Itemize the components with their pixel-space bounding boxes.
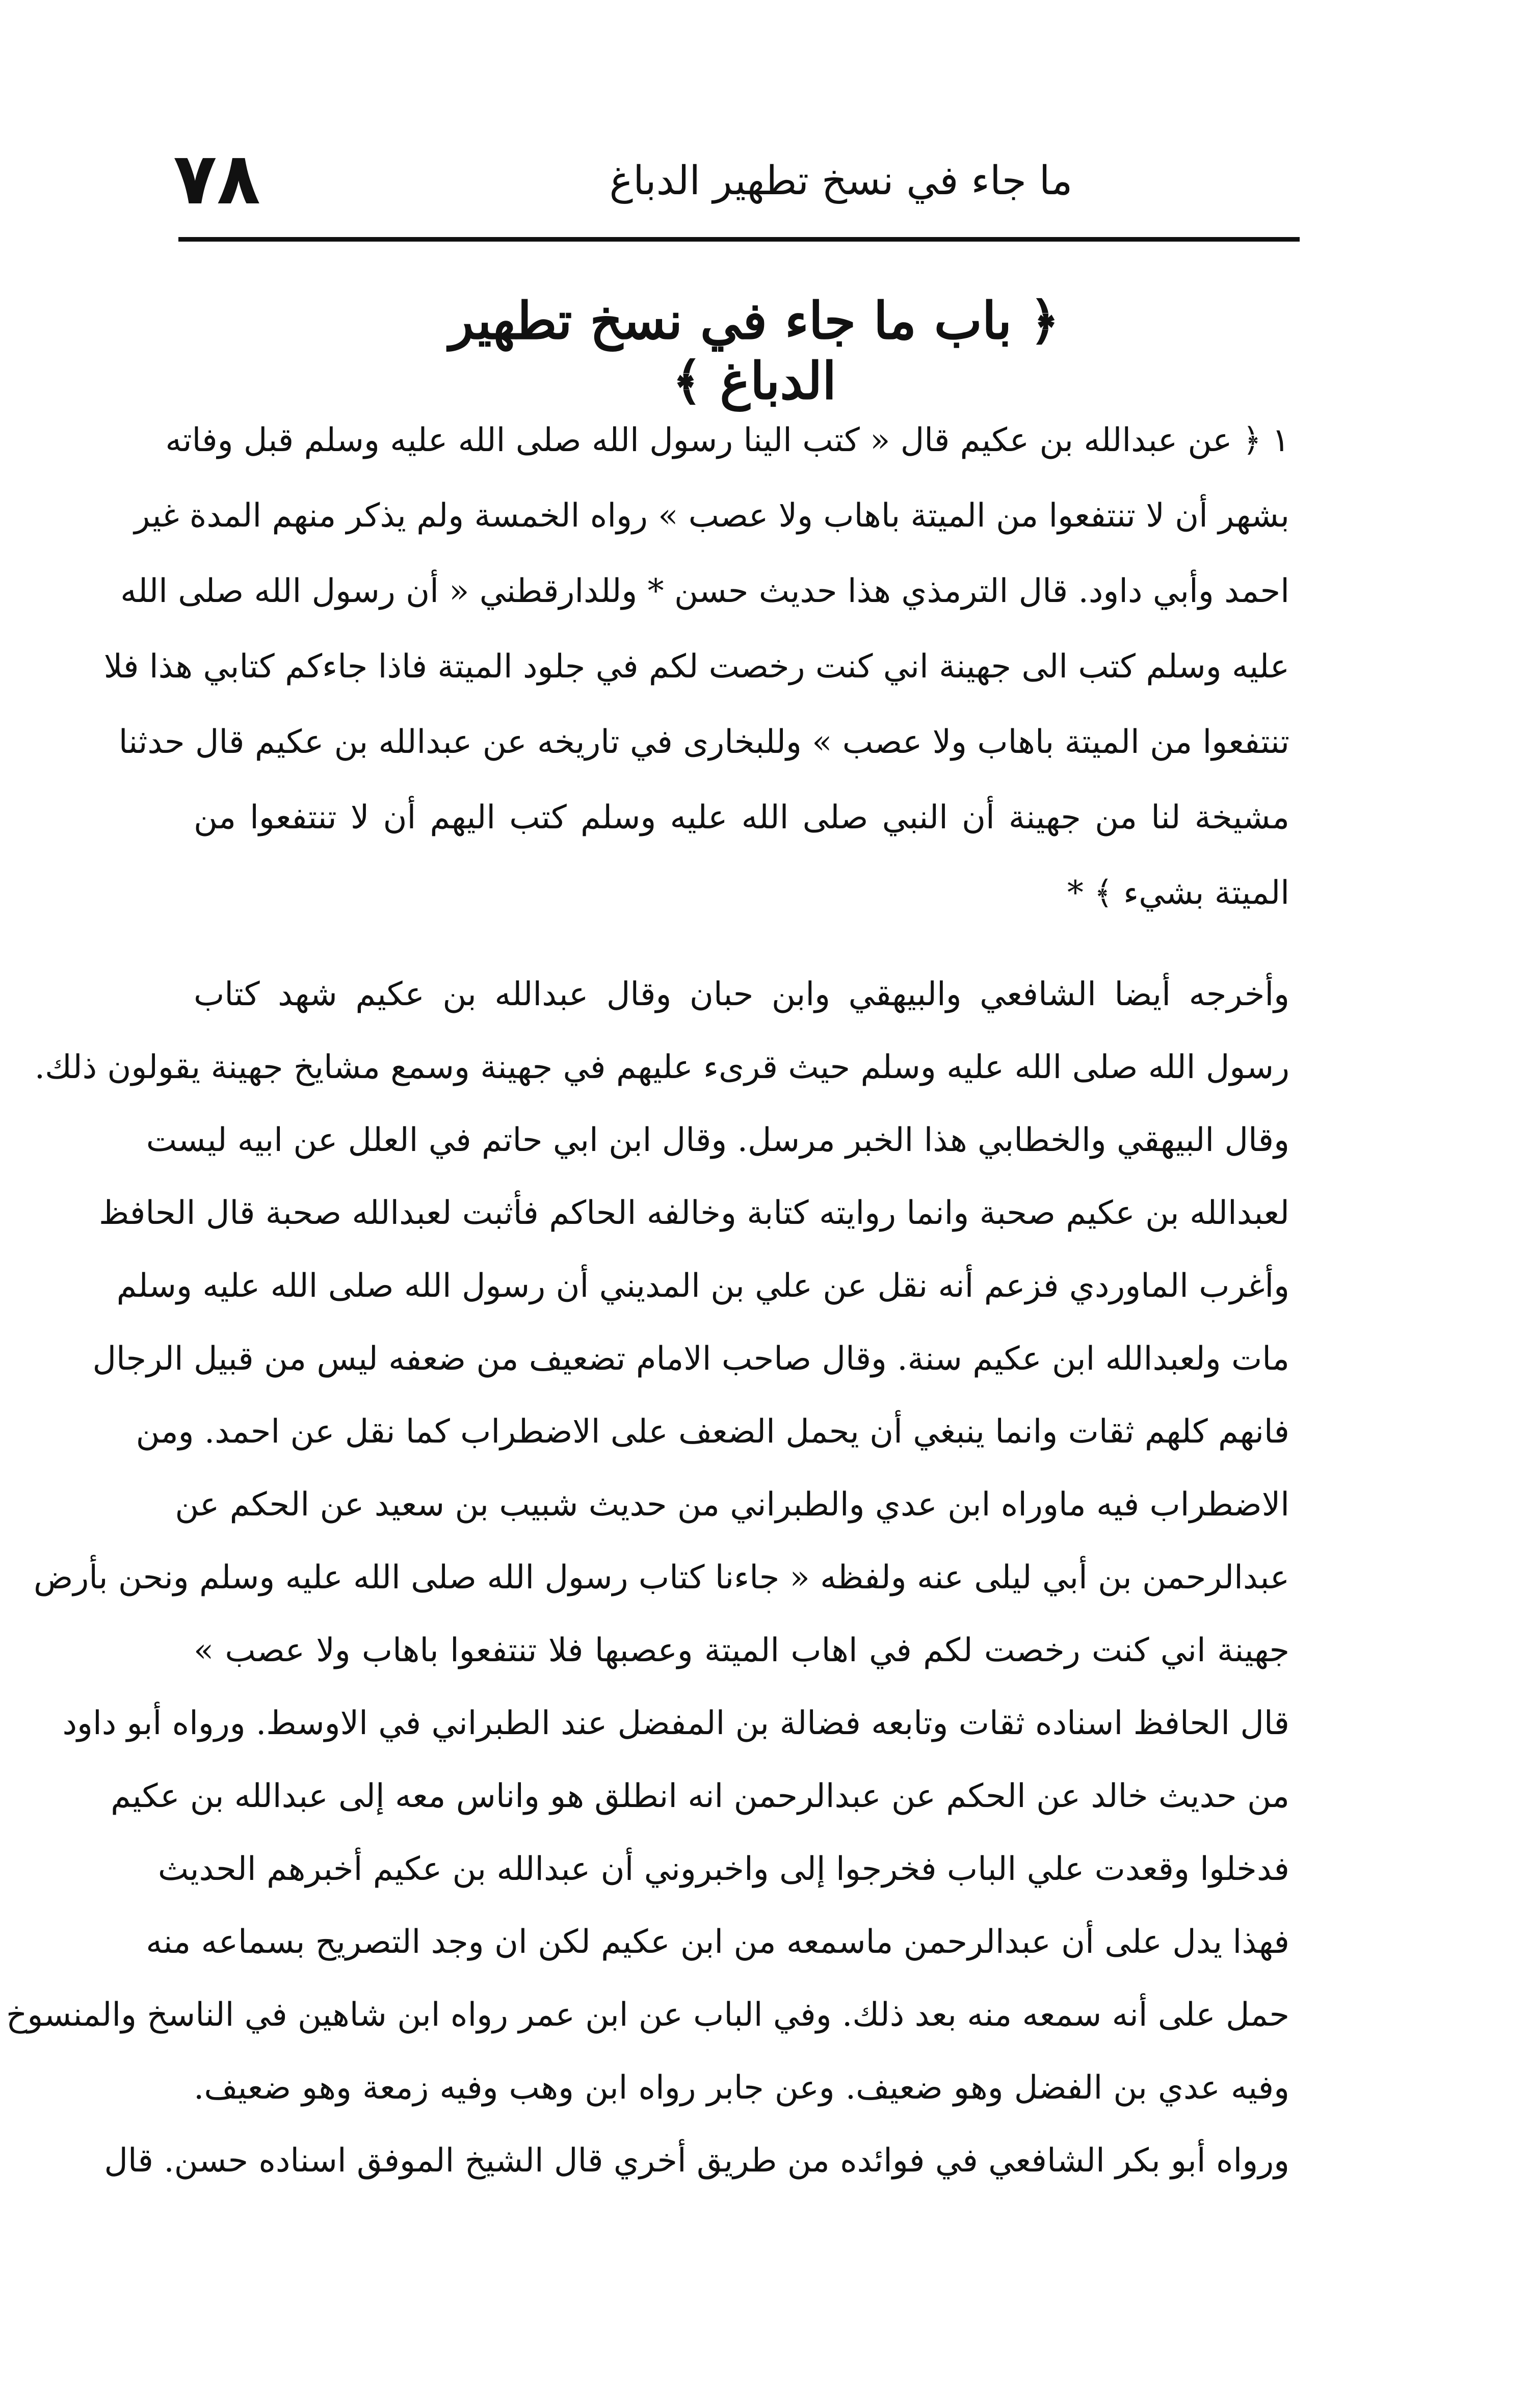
text-line: قال الحافظ اسناده ثقات وتابعه فضالة بن المفضل عند الطبراني في الاوسط. ورواه أبو داود [62,1705,1289,1742]
text-line: عبدالرحمن بن أبي ليلى عنه ولفظه « جاءنا كتاب رسول الله صلى الله عليه وسلم ونحن بأرض [33,1559,1289,1596]
text-line: وأغرب الماوردي فزعم أنه نقل عن علي بن المديني أن رسول الله صلى الله عليه وسلم [116,1267,1289,1305]
page-header [168,138,1295,234]
header-rule [178,237,1300,242]
text-line: فدخلوا وقعدت علي الباب فخرجوا إلى واخبروني أن عبدالله بن عكيم أخبرهم الحديث [157,1850,1289,1888]
text-line: الاضطراب فيه ماوراه ابن عدي والطبراني من حديث شبيب بن سعيد عن الحكم عن [175,1486,1289,1524]
commentary-text [6,958,1289,2197]
text-line: بشهر أن لا تنتفعوا من الميتة باهاب ولا عصب » رواه الخمسة ولم يذكر منهم المدة غير [134,497,1289,535]
hadith-text [103,403,1290,931]
text-line: حمل على أنه سمعه منه بعد ذلك. وفي الباب عن ابن عمر رواه ابن شاهين في الناسخ والمنسوخ [6,1996,1289,2034]
text-line: مات ولعبدالله ابن عكيم سنة. وقال صاحب الامام تضعيف من ضعفه ليس من قبيل الرجال [92,1340,1289,1378]
text-line: رسول الله صلى الله عليه وسلم حيث قرىء عليهم في جهينة وسمع مشايخ جهينة يقولون ذلك. [34,1049,1289,1086]
text-line: الميتة بشيء ﴾ * [1067,874,1289,912]
running-title: ما جاء في نسخ تطهير الدباغ [609,158,1073,204]
text-line: وفيه عدي بن الفضل وهو ضعيف. وعن جابر رواه ابن وهب وفيه زمعة وهو ضعيف. [194,2069,1289,2107]
text-line: وأخرجه أيضا الشافعي والبيهقي وابن حبان وقال عبدالله بن عكيم شهد كتاب [194,976,1289,1013]
page-number: ٧٨ [173,138,260,221]
text-line: ورواه أبو بكر الشافعي في فوائده من طريق أخري قال الشيخ الموفق اسناده حسن. قال [104,2142,1289,2180]
text-line: ١ ﴿ عن عبدالله بن عكيم قال « كتب الينا رسول الله صلى الله عليه وسلم قبل وفاته [165,422,1289,459]
text-line: من حديث خالد عن الحكم عن عبدالرحمن انه انطلق هو واناس معه إلى عبدالله بن عكيم [111,1777,1289,1815]
text-line: لعبدالله بن عكيم صحبة وانما روايته كتابة وخالفه الحاكم فأثبت لعبدالله صحبة قال الحافظ [99,1194,1289,1232]
text-line: وقال البيهقي والخطابي هذا الخبر مرسل. وقال ابن ابي حاتم في العلل عن ابيه ليست [146,1121,1289,1159]
text-line: احمد وأبي داود. قال الترمذي هذا حديث حسن * وللدارقطني « أن رسول الله صلى الله [120,572,1289,610]
text-line: عليه وسلم كتب الى جهينة اني كنت رخصت لكم في جلود الميتة فاذا جاءكم كتابي هذا فلا [103,648,1289,686]
text-line: تنتفعوا من الميتة باهاب ولا عصب » وللبخارى في تاريخه عن عبدالله بن عكيم قال حدثنا [118,723,1289,761]
text-line: مشيخة لنا من جهينة أن النبي صلى الله عليه وسلم كتب اليهم أن لا تنتفعوا من [194,799,1290,836]
chapter-title: ﴿ باب ما جاء في نسخ تطهير الدباغ ﴾ [449,291,1060,411]
text-line: جهينة اني كنت رخصت لكم في اهاب الميتة وعصبها فلا تنتفعوا باهاب ولا عصب » [194,1632,1289,1669]
text-line: فانهم كلهم ثقات وانما ينبغي أن يحمل الضعف على الاضطراب كما نقل عن احمد. ومن [136,1413,1289,1451]
text-line: فهذا يدل على أن عبدالرحمن ماسمعه من ابن عكيم لكن ان وجد التصريح بسماعه منه [146,1923,1289,1961]
